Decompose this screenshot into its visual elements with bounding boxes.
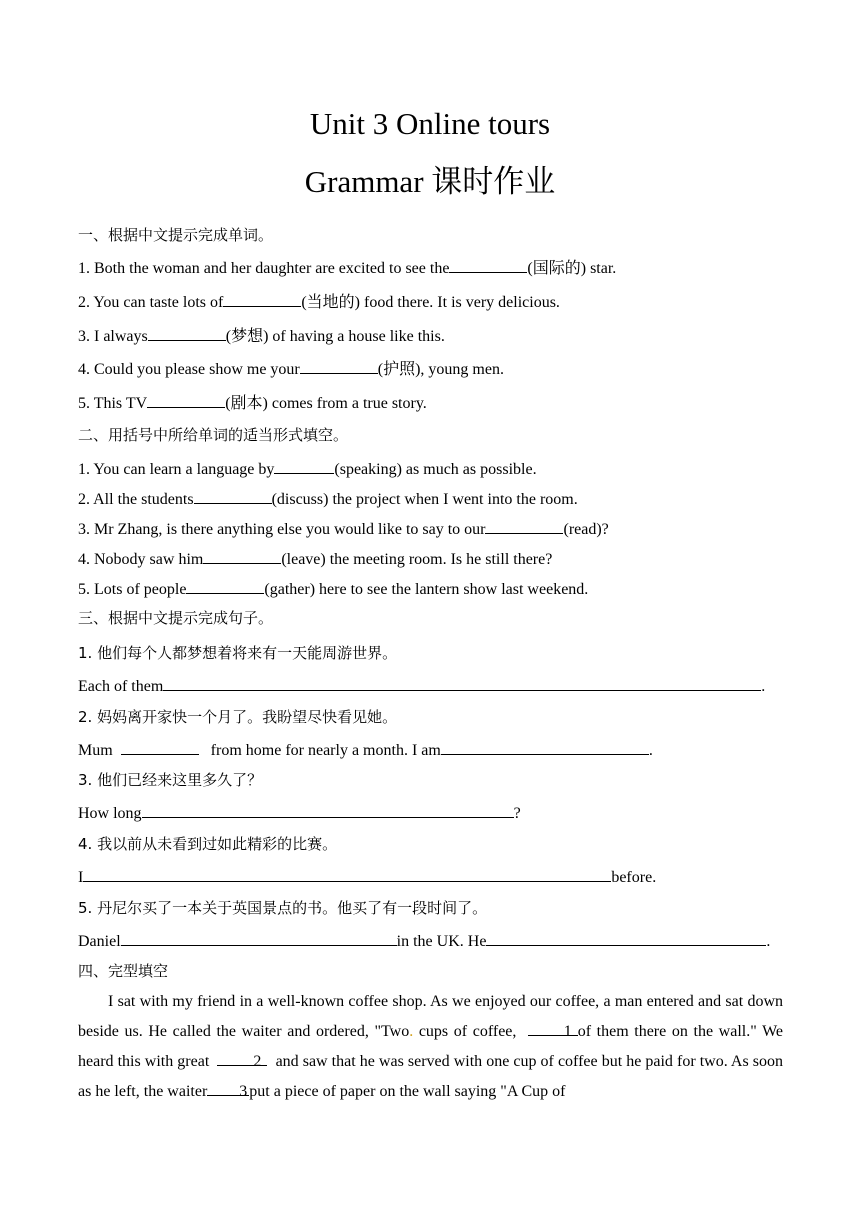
item-text: Each of them <box>78 678 164 695</box>
exercise-item <box>78 547 552 571</box>
chinese-prompt: 5. 丹尼尔买了一本关于英国景点的书。他买了有一段时间了。 <box>78 899 488 917</box>
answer-blank[interactable] <box>142 801 514 818</box>
exercise-item <box>78 256 616 280</box>
item-text: (speaking) as much as possible. <box>334 461 537 478</box>
item-text: (gather) here to see the lantern show last weekend. <box>264 581 589 598</box>
answer-blank[interactable] <box>485 517 563 534</box>
answer-blank[interactable] <box>441 738 649 755</box>
answer-blank[interactable] <box>186 577 264 594</box>
translation-line <box>78 738 653 762</box>
item-text: in the UK. He <box>396 933 487 950</box>
item-text: 2. All the students <box>78 491 194 508</box>
item-text: Daniel <box>78 933 121 950</box>
exercise-item <box>78 357 504 381</box>
translation-line <box>78 674 765 698</box>
exercise-item <box>78 391 427 415</box>
answer-blank[interactable] <box>121 929 397 946</box>
item-text: (国际的) star. <box>527 260 617 277</box>
item-text: . <box>648 742 653 759</box>
answer-blank[interactable] <box>449 256 527 273</box>
cloze-blank-2[interactable]: 2 <box>217 1047 267 1066</box>
answer-blank[interactable] <box>223 290 301 307</box>
translation-line <box>78 801 521 825</box>
answer-blank[interactable] <box>121 738 199 755</box>
item-text: . <box>761 678 766 695</box>
exercise-item <box>78 457 537 481</box>
item-text: . <box>766 933 771 950</box>
item-text: (leave) the meeting room. Is he still there? <box>281 551 553 568</box>
chinese-prompt: 2. 妈妈离开家快一个月了。我盼望尽快看见她。 <box>78 708 398 726</box>
answer-blank[interactable] <box>148 324 226 341</box>
cloze-blank-3[interactable]: 3 <box>207 1077 249 1096</box>
item-text: (discuss) the project when I went into the room. <box>271 491 578 508</box>
mark-dot: . <box>409 1023 414 1040</box>
item-text: 1. You can learn a language by <box>78 461 275 478</box>
chinese-prompt: 1. 他们每个人都梦想着将来有一天能周游世界。 <box>78 644 398 662</box>
section-heading: 四、完型填空 <box>78 962 169 980</box>
item-text: ? <box>513 805 521 822</box>
item-text: 1. Both the woman and her daughter are excited to see the <box>78 260 450 277</box>
item-text: 5. This TV <box>78 395 148 412</box>
section-heading: 二、用括号中所给单词的适当形式填空。 <box>78 426 349 444</box>
item-text: before. <box>611 869 657 886</box>
item-text: (剧本) comes from a true story. <box>225 395 427 412</box>
passage-text: and saw that he was served with one cup of coffee but he paid for two. As soon as he left, the waiter <box>78 1053 783 1100</box>
passage-text: I sat with my friend in a well-known coffee shop. As we enjoyed our coffee, a man entered and sat down beside us. He called the waiter and ordered, "Two <box>78 993 783 1040</box>
answer-blank[interactable] <box>274 457 334 474</box>
answer-blank[interactable] <box>486 929 766 946</box>
item-text: 3. I always <box>78 328 148 345</box>
translation-line <box>78 865 656 889</box>
page-subtitle: Grammar 课时作业 <box>304 164 556 199</box>
passage-text: put a piece of paper on the wall saying "A Cup of <box>249 1083 566 1100</box>
answer-blank[interactable] <box>203 547 281 564</box>
item-text: 4. Could you please show me your <box>78 361 300 378</box>
cloze-passage <box>78 987 783 1107</box>
answer-blank[interactable] <box>300 357 378 374</box>
item-text: from home for nearly a month. I am <box>210 742 441 759</box>
item-text: How long <box>78 805 142 822</box>
item-text: I <box>78 869 84 886</box>
answer-blank[interactable] <box>163 674 761 691</box>
item-text: 3. Mr Zhang, is there anything else you would like to say to our <box>78 521 486 538</box>
cloze-blank-1[interactable]: 1 <box>528 1017 578 1036</box>
page-title: Unit 3 Online tours <box>309 106 551 141</box>
answer-blank[interactable] <box>147 391 225 408</box>
item-text: (梦想) of having a house like this. <box>225 328 445 345</box>
exercise-item <box>78 290 560 314</box>
item-text: (当地的) food there. It is very delicious. <box>301 294 560 311</box>
item-text: Mum <box>78 742 113 759</box>
item-text: (read)? <box>563 521 609 538</box>
passage-text: cups of coffee, <box>413 1023 517 1040</box>
answer-blank[interactable] <box>194 487 272 504</box>
passage-text: of them there on the wall." We heard this with great <box>78 1023 784 1070</box>
item-text: 4. Nobody saw him <box>78 551 204 568</box>
exercise-item <box>78 577 588 601</box>
item-text: 5. Lots of people <box>78 581 187 598</box>
chinese-prompt: 3. 他们已经来这里多久了？ <box>78 771 263 789</box>
exercise-item <box>78 487 578 511</box>
item-text: 2. You can taste lots of <box>78 294 224 311</box>
item-text: (护照), young men. <box>377 361 504 378</box>
exercise-item <box>78 517 609 541</box>
translation-line <box>78 929 770 953</box>
chinese-prompt: 4. 我以前从未看到过如此精彩的比赛。 <box>78 835 338 853</box>
answer-blank[interactable] <box>83 865 611 882</box>
section-heading: 三、根据中文提示完成句子。 <box>78 609 274 627</box>
exercise-item <box>78 324 445 348</box>
section-heading: 一、根据中文提示完成单词。 <box>78 226 274 244</box>
